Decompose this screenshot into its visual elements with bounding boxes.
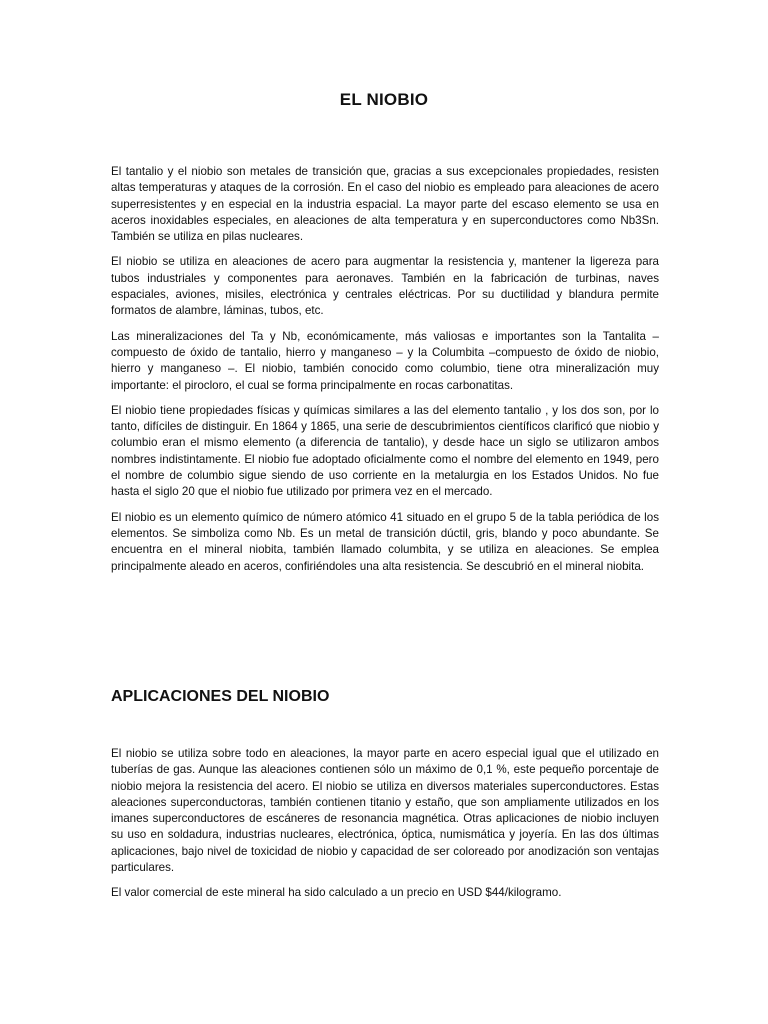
section-heading-applications: APLICACIONES DEL NIOBIO <box>111 688 330 705</box>
applications-paragraph-1: El niobio se utiliza sobre todo en aleaciones, la mayor parte en acero especial igual que el utilizado en tuberías de gas. Aunque las aleaciones contienen sólo un máximo de 0,1 %, este pequeño porcentaje de niobio mejora la resistencia del acero. El niobio se utiliza en diversos materiales superconductores. Estas aleaciones superconductoras, también contienen titanio y estaño, que son ampliamente utilizados en los imanes superconductores de escáneres de resonancia magnética. Otras aplicaciones de niobio incluyen su uso en soldadura, industrias nucleares, electrónica, óptica, numismática y joyería. En las dos últimas aplicaciones, bajo nivel de toxicidad de niobio y capacidad de ser coloreado por anodización son ventajas particulares. <box>111 747 659 875</box>
applications-paragraph-2: El valor comercial de este mineral ha sido calculado a un precio en USD $44/kilogramo. <box>111 886 562 900</box>
paragraph-5: El niobio es un elemento químico de número atómico 41 situado en el grupo 5 de la tabla periódica de los elementos. Se simboliza como Nb. Es un metal de transición dúctil, gris, blando y poco abundante. Se encuentra en el mineral niobita, también llamado columbita, y se utiliza en aleaciones. Se emplea principalmente aleado en aceros, confiriéndoles una alta resistencia. Se descubrió en el mineral niobita. <box>111 510 659 573</box>
intro-section <box>111 164 659 584</box>
paragraph-1: El tantalio y el niobio son metales de transición que, gracias a sus excepcionales propiedades, resisten altas temperaturas y ataques de la corrosión. En el caso del niobio es empleado para aleaciones de acero superresistentes y en especial en la industria espacial. La mayor parte del escaso elemento se usa en aceros inoxidables especiales, en aleaciones de alta temperatura y en superconductores como Nb3Sn. También se utiliza en pilas nucleares. <box>111 165 659 244</box>
paragraph-4: El niobio tiene propiedades físicas y químicas similares a las del elemento tantalio , y los dos son, por lo tanto, difíciles de distinguir. En 1864 y 1865, una serie de descubrimientos científicos clarificó que niobio y columbio eran el mismo elemento (a diferencia de tantalio), y desde hace un siglo se utilizaron ambos nombres indistintamente. El niobio fue adoptado oficialmente como el nombre del elemento en 1949, pero el nombre de columbio sigue siendo de uso corriente en la metalurgia en los Estados Unidos. No fue hasta el siglo 20 que el niobio fue utilizado por primera vez en el mercado. <box>111 403 659 499</box>
applications-section <box>111 746 659 911</box>
paragraph-3: Las mineralizaciones del Ta y Nb, económicamente, más valiosas e importantes son la Tantalita –compuesto de óxido de tantalio, hierro y manganeso – y la Columbita –compuesto de óxido de niobio, hierro y manganeso –. El niobio, también conocido como columbio, tiene otra mineralización muy importante: el pirocloro, el cual se forma principalmente en rocas carbonatitas. <box>111 329 659 392</box>
document-title: EL NIOBIO <box>339 90 429 109</box>
paragraph-2: El niobio se utiliza en aleaciones de acero para augmentar la resistencia y, mantener la ligereza para tubos industriales y componentes para aeronaves. También en la fabricación de turbinas, naves espaciales, aviones, misiles, electrónica y centrales eléctricas. Por su ductilidad y blandura permite formatos de alambre, láminas, tubos, etc. <box>111 255 659 318</box>
